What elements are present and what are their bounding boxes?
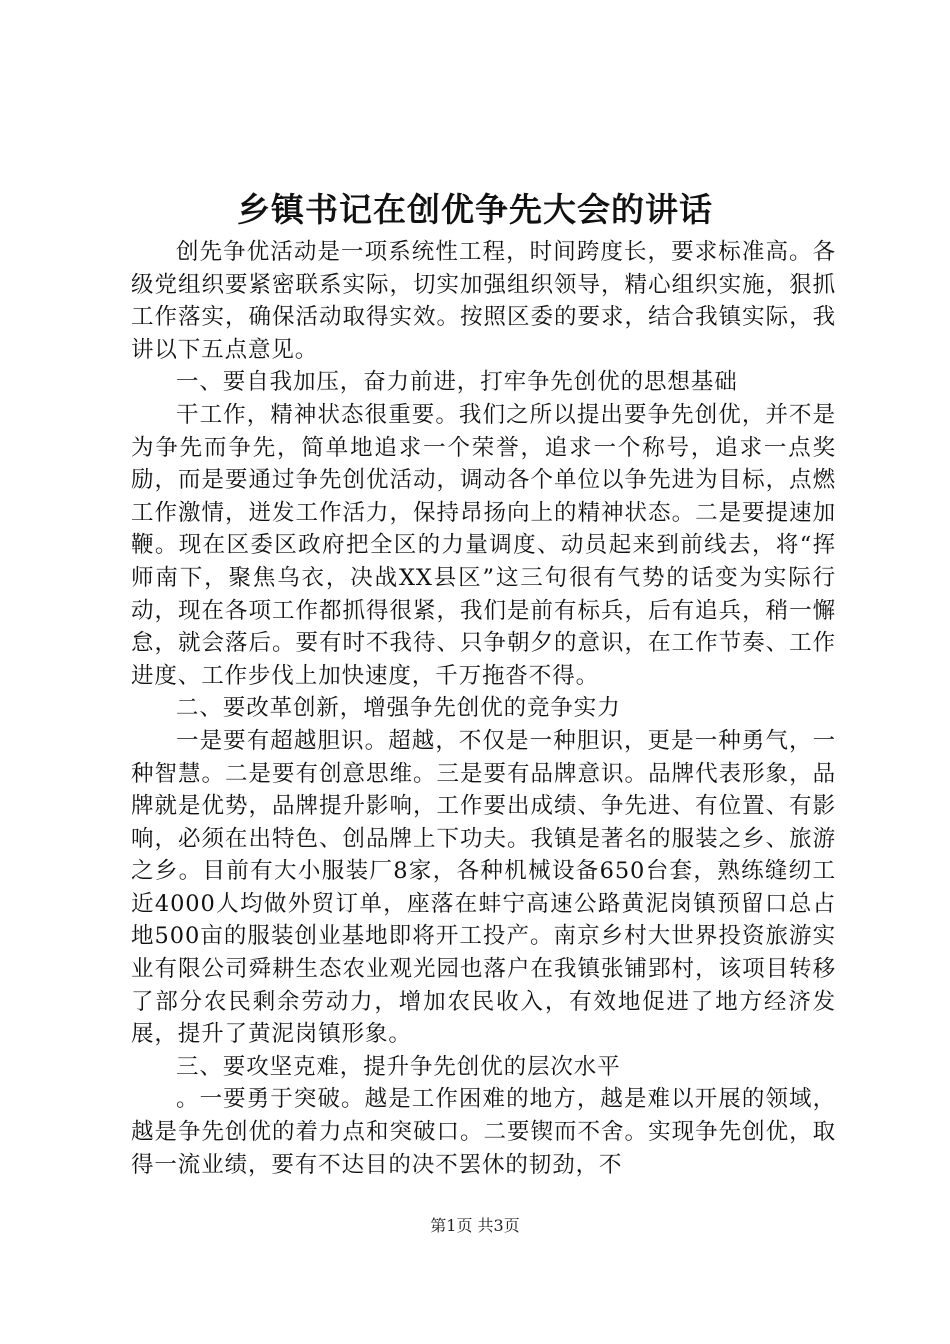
paragraph-section-2: 一是要有超越胆识。超越，不仅是一种胆识，更是一种勇气，一种智慧。二是要有创意思维。三是要有品牌意识。品牌代表形象，品牌就是优势，品牌提升影响，工作要出成绩、争先进、有位置、有影响，必须在出特色、创品牌上下功夫。我镇是著名的服装之乡、旅游之乡。目前有大小服装厂8家，各种机械设备650台套，熟练缝纫工近4000人均做外贸订单，座落在蚌宁高速公路黄泥岗镇预留口总占地500亩的服装创业基地即将开工投产。南京乡村大世界投资旅游实业有限公司舜耕生态农业观光园也落户在我镇张铺郢村，该项目转移了部分农民剩余劳动力，增加农民收入，有效地促进了地方经济发展，提升了黄泥岗镇形象。: [131, 727, 836, 1048]
paragraph-section-1: 干工作，精神状态很重要。我们之所以提出要争先创优，并不是为争先而争先，简单地追求一个荣誉，追求一个称号，追求一点奖励，而是要通过争先创优活动，调动各个单位以争先进为目标，点燃工作激情，迸发工作活力，保持昂扬向上的精神状态。二是要提速加鞭。现在区委区政府把全区的力量调度、动员起来到前线去，将“挥师南下，聚焦乌衣，决战XX县区”这三句很有气势的话变为实际行动，现在各项工作都抓得很紧，我们是前有标兵，后有追兵，稍一懈怠，就会落后。要有时不我待、只争朝夕的意识，在工作节奏、工作进度、工作步伐上加快速度，千万拖沓不得。: [131, 401, 836, 689]
document-body: [131, 236, 836, 1181]
section-heading-1: 一、要自我加压，奋力前进，打牢争先创优的思想基础: [176, 369, 738, 396]
paragraph-section-3: 。一要勇于突破。越是工作困难的地方，越是难以开展的领域，越是争先创优的着力点和突破口。二要锲而不舍。实现争先创优，取得一流业绩，要有不达目的决不罢休的韧劲，不: [131, 1086, 836, 1178]
page-number-footer: 第1页 共3页: [430, 1216, 520, 1235]
document-title: 乡镇书记在创优争先大会的讲话: [237, 190, 713, 229]
section-heading-2: 二、要改革创新，增强争先创优的竞争实力: [176, 695, 621, 722]
paragraph-intro: 创先争优活动是一项系统性工程，时间跨度长，要求标准高。各级党组织要紧密联系实际，切实加强组织领导，精心组织实施，狠抓工作落实，确保活动取得实效。按照区委的要求，结合我镇实际，我讲以下五点意见。: [131, 239, 836, 363]
section-heading-3: 三、要攻坚克难，提升争先创优的层次水平: [176, 1053, 621, 1080]
